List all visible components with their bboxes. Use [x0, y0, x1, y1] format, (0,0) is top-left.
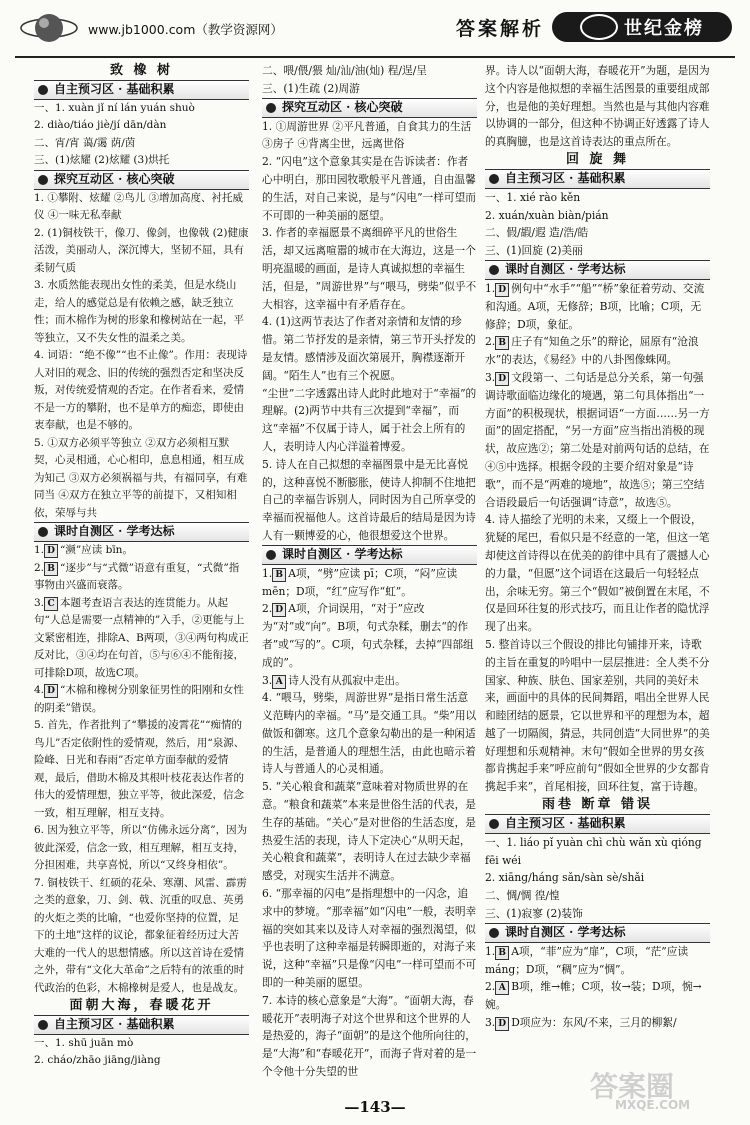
answer-paragraph: 一、1. shū juān mò [34, 1036, 134, 1049]
answer-explanation: “木棉和橡树分别象征男性的阳刚和女性的阴柔”错误。 [34, 684, 244, 714]
brand-name: 世纪金榜 [624, 18, 704, 39]
answer-choice-box: B [44, 562, 58, 576]
answer-item [34, 542, 249, 560]
answer-paragraph: 4. 诗人描绘了光明的未来，又缀上一个假设，犹疑的尾巴，看似只是不经意的一笔，但这一笔却使这首诗得以在优美的韵律中具有了震撼人心的力量，“但愿”这个词语在这最后一句轻轻点出，余味无穷。第三个“假如”被倒置在末尾，不仅是回环往复的形式技巧，而且让作者的隐忧浮现了出来。 [485, 513, 710, 634]
section-bullet-icon [38, 85, 48, 95]
answer-item [485, 333, 710, 369]
section-label: 课时自测区 · 学考达标 [282, 546, 403, 561]
answer-choice-box: B [495, 946, 509, 960]
answer-paragraph: 三、(1)回旋 (2)美丽 [485, 244, 583, 258]
section-header [262, 545, 477, 565]
watermark-logo: 答案圈 [590, 1070, 675, 1103]
section-label: 自主预习区 · 基础积累 [54, 81, 175, 96]
answer-paragraph: 二、惆/惆 徨/惶 [485, 889, 560, 903]
answer-paragraph: 一、1. liáo pǐ yuàn chì chù wǎn xù qióng fēi wéi [485, 835, 702, 867]
question-number: 3. [262, 673, 273, 687]
section-header [485, 169, 710, 189]
answer-item [262, 565, 477, 601]
question-number: 3. [485, 1016, 496, 1030]
answer-explanation: 文段第一、二句话是总分关系，第一句强调诗歌面临边缘化的境遇，第二句具体指出“一方面”的积极现状，根据词语“一方面……另一方面”的固定搭配，“另一方面”应当指出消极的现状，故应选②；第二处是对前两句话的总结，在④⑤中选择。根据令段的主要介绍对象是“诗歌”，而不是“两难的境地”，故选⑤；第三空结合语段最后一句话强调“诗意”，故选⑤。 [485, 370, 710, 509]
section-label: 探究互动区 · 核心突破 [54, 171, 175, 186]
answer-paragraph: 5. 首先，作者批判了“攀援的凌霄花”“痴情的鸟儿”否定依附性的爱情观，然后，用“泉源、险峰、日光和春雨”否定单方面奉献的爱情观，最后，借助木棉及其根叶枝花表达作者的伟大的爱情理想，独立平等，彼此深爱，信念一致，相互理解，相互支持。 [34, 719, 245, 819]
page-number: —143— [344, 1098, 406, 1116]
answer-explanation: A项，“菲”应为“扉”，C项，“茫”应读 máng；D项，“稠”应为“惆”。 [485, 944, 689, 976]
answer-paragraph: “尘世”二字透露出诗人此时此地对于“幸福”的理解。(2)两节中共有三次提到“幸福”，而这“幸福”不仅属于诗人，属于社会上所有的人，表明诗人内心洋溢着博爱。 [262, 386, 477, 453]
section-header [34, 522, 249, 542]
answer-paragraph: 4. “喂马，劈柴，周游世界”是指日常生活意义范畴内的幸福。“马”是交通工具。“柴”用以做饭和御寒。这几个意象勾勒出的是一种闲适的生活，是普通人的理想生活，由此也暗示着诗人与普通人的心灵相通。 [262, 691, 477, 776]
answer-paragraph: 界。诗人以“面朝大海，春暖花开”为题，是因为这个内容是他拟想的幸福生活图景的重要组成部分，也是他的美好理想。当然也是与其他内容难以协调的一部分，但这种不协调正好透露了诗人的真胸臆，也是这首诗表达的重点所在。 [485, 64, 710, 149]
section-label: 课时自测区 · 学考达标 [505, 924, 626, 939]
lesson-title: 致 橡 树 [109, 63, 174, 78]
answer-choice-box: D [495, 283, 509, 297]
question-number: 2. [262, 602, 273, 616]
answer-paragraph: 1. ①攀附、炫耀 ②鸟儿 ③增加高度、衬托威仪 ④一味无私奉献 [34, 191, 244, 221]
answer-explanation: “濒”应读 bīn。 [60, 544, 133, 556]
answer-paragraph: 1. ①周游世界 ②平凡普通，自食其力的生活 ③房子 ④背离尘世，远离世俗 [262, 119, 472, 151]
answer-explanation: 本题考查语言表达的连贯能力。从起句“人总是需要一点精神的”入手，②更能与上文紧密相连，排除A、B两项，③④两句构成正反对比，③④均在句首，⑤与⑥④不能衔接，可排除D项，故选C项。 [34, 596, 249, 679]
answer-paragraph: 2. diào/tiáo jiè/jí dān/dàn [34, 119, 167, 131]
section-label: 探究互动区 · 核心突破 [282, 99, 403, 114]
header-title: 答案解析 [456, 18, 545, 40]
answer-item [485, 280, 710, 333]
answer-choice-box: D [44, 544, 58, 558]
answer-paragraph: 5. 诗人在自己拟想的幸福图景中是无比喜悦的，这种喜悦不断膨胀，使诗人抑制不住地把自己的幸福告诉别人，同时因为自己所享受的幸福而祝福他人。这首诗最后的结局是因为诗人有一颗博爱的心，他很想爱这个世界。 [262, 457, 476, 542]
header-divider [15, 56, 735, 58]
answer-paragraph: 2. xiāng/háng sǎn/sàn sè/shǎi [485, 871, 645, 885]
question-number: 3. [485, 370, 496, 384]
answer-paragraph: 三、(1)生疏 (2)周游 [262, 81, 360, 95]
answer-item [485, 943, 710, 979]
answer-paragraph: 2. cháo/zhāo jiāng/jiàng [34, 1054, 161, 1066]
question-number: 4. [34, 684, 45, 696]
answer-paragraph: 5. ①双方必须平等独立 ②双方必须相互默契，心灵相通，心心相印，息息相通，相互成为知己 ③双方必须祸福与共，有福同享，有难同当 ④双方在独立平等的前提下，又相知相依，荣辱与共 [34, 436, 248, 519]
answer-item [34, 560, 249, 595]
answer-paragraph: 4. 词语：“绝不像”“也不止像”。作用：表现诗人对旧的观念、旧的传统的强烈否定和坚决反叛，对传统爱情观的否定。在作者看来，爱情不是一方的攀附，也不是单方的痴恋，即使由衷奉献，也是不够的。 [34, 349, 248, 431]
section-header [34, 170, 249, 190]
section-bullet-icon [38, 1020, 48, 1030]
question-number: 2. [485, 980, 496, 994]
globe-logo-icon [18, 8, 80, 48]
answer-item [34, 595, 249, 683]
question-number: 1. [262, 566, 273, 580]
answer-item [262, 600, 477, 671]
section-header [485, 814, 710, 834]
section-label: 自主预习区 · 基础积累 [54, 1016, 175, 1031]
answer-paragraph: 2. (1)铜枝铁干，像刀、像剑，也像戟 (2)健康活泼，美丽动人，深沉博大，坚韧不屈，具有柔韧气质 [34, 226, 249, 274]
answer-choice-box: D [495, 372, 509, 386]
answer-choice-box: A [272, 675, 286, 689]
question-number: 1. [485, 281, 496, 295]
section-bullet-icon [266, 550, 276, 560]
answer-paragraph: 4. (1)这两节表达了作者对亲情和友情的珍惜。第二节抒发的是亲情，第三节开头抒发的是友情。感情涉及面次第展开，胸襟逐渐开阔。“陌生人”也有三个祝愿。 [262, 315, 476, 382]
section-bullet-icon [489, 174, 499, 184]
section-label: 课时自测区 · 学考达标 [54, 524, 175, 539]
answer-paragraph: 7. 本诗的核心意象是“大海”。“面朝大海，春暖花开”表明海子对这个世界和这个世界的人是热爱的，海子“面朝”的是这个他所向往的，是“大海”和“春暖花开”，而海子背对着的是一个令他十分失望的世 [262, 993, 477, 1079]
brand-emblem-icon [580, 14, 618, 40]
answer-paragraph: 6. 因为独立平等，所以“仿佛永远分离”，因为彼此深爱，信念一致，相互理解，相互支持，分担困难，共享喜悦，所以“又终身相依”。 [34, 824, 248, 871]
answer-explanation: 庄子有“知鱼之乐”的辩论，屈原有“沧浪水”的表达，《易经》中的八卦图像蛛网。 [485, 335, 699, 367]
answer-explanation: 诗人没有从孤寂中走出。 [288, 673, 406, 687]
question-number: 2. [34, 561, 45, 574]
answer-choice-box: D [495, 1017, 509, 1031]
answer-item [262, 672, 477, 690]
answer-explanation: A项，“劈”应读 pī；C项，“闷”应读 mēn；D项，“红”应写作“虹”。 [262, 566, 458, 598]
section-bullet-icon [489, 819, 499, 829]
answer-paragraph: 3. 作者的幸福愿景不离细碎平凡的世俗生活，却又远离喧嚣的城市在大海边，这是一个明亮温暖的画面，是诗人真诚拟想的幸福生活，但是，“周游世界”与“喂马，劈柴”似乎不大相容，这幸福中有矛盾存在。 [262, 226, 477, 311]
lesson-title: 面朝大海，春暖花开 [69, 998, 214, 1013]
answer-choice-box: D [272, 603, 286, 617]
answer-column-1 [34, 62, 249, 1070]
section-bullet-icon [38, 527, 48, 537]
answer-item [34, 682, 249, 717]
answer-paragraph: 二、假/嘏/遐 造/浩/皓 [485, 226, 589, 240]
answer-explanation: “逐步”与“式微”语意有重复，“式微”指事物由兴盛而衰落。 [34, 561, 240, 591]
section-header [34, 1015, 249, 1035]
answer-choice-box: D [44, 684, 58, 698]
answer-explanation: D项应为：东风/不来，三月的柳絮/ [511, 1016, 677, 1030]
answer-choice-box: A [495, 981, 509, 995]
question-number: 1. [34, 544, 45, 556]
lesson-title: 雨巷 断章 错误 [541, 797, 654, 813]
answer-paragraph: 5. 整首诗以三个假设的排比句铺排开来，诗歌的主旨在重复的吟唱中一层层推进：全人类不分国家、种族、肤色、国家差别，共同的美好未来，画面中的具体的民间舞蹈，唱出全世界人民和睦团结的愿景，它以世界和平的理想为本，超越了一切隔阂，猜忌，共同创造“大同世界”的美好理想和乐观精神。末句“假如全世界的男女孩都肯携起手来”呼应前句“假如全世界的少女都肯携起手来”，首尾相接，回环往复，富于诗趣。 [485, 637, 710, 794]
answer-paragraph: 三、(1)炫耀 (2)炫耀 (3)烘托 [34, 154, 170, 166]
answer-choice-box: B [272, 568, 286, 582]
question-number: 2. [485, 335, 496, 349]
section-header [485, 923, 710, 943]
question-number: 1. [485, 944, 496, 958]
section-label: 课时自测区 · 学考达标 [505, 262, 626, 277]
answer-item [485, 978, 710, 1014]
question-number: 3. [34, 596, 45, 609]
answer-paragraph: 7. 铜枝铁干、红硕的花朵、寒潮、风雷、霹雳之类的意象，刀、剑、戟、沉重的叹息、英勇的火炬之类的比喻，“也爱你坚持的位置，足下的土地”这样的议论，都象征着经历过大苦大难的一代人的思想情感。所以这首诗在爱情之外，带有“文化大革命”之后特有的浓重的时代政治的色彩，木棉橡树是爱人，也是战友。 [34, 876, 247, 994]
answer-paragraph: 2. “闪电”这个意象其实是在告诉读者：作者心中明白，那田园牧歌般平凡普通，自由温馨的生活，对自己来说，是与“闪电”一样可望而不可即的一种美丽的愿望。 [262, 155, 476, 222]
section-bullet-icon [489, 265, 499, 275]
section-bullet-icon [489, 928, 499, 938]
answer-explanation: B项，维→帷；C项，妆→装；D项，惋→婉。 [485, 980, 702, 1012]
answer-choice-box: C [44, 597, 58, 611]
answer-paragraph: 一、1. xié rào kěn [485, 190, 581, 204]
answer-column-3 [485, 62, 710, 1032]
answer-item [485, 369, 710, 511]
section-bullet-icon [266, 103, 276, 113]
watermark-url: MXQE.COM [615, 1098, 691, 1112]
answer-paragraph: 2. xuán/xuàn biàn/pián [485, 208, 609, 222]
answer-paragraph: 二、喂/偎/猥 灿/汕/油(灿) 程/逞/呈 [262, 64, 427, 77]
section-header [262, 98, 477, 118]
answer-paragraph: 5. “关心粮食和蔬菜”意味着对物质世界的在意。“粮食和蔬菜”本来是世俗生活的代表，是生存的基础。“关心”是对世俗的生活态度，是热爱生活的表现，诗人下定决心“从明天起，关心粮食和蔬菜”，表明诗人在过去缺少幸福感受，对现实生活并不满意。 [262, 780, 476, 883]
brand-logo [552, 12, 732, 42]
site-url: www.jb1000.com（教学资源网） [88, 22, 283, 37]
section-header [485, 260, 710, 280]
answer-item [485, 1014, 710, 1032]
answer-column-2 [262, 62, 477, 1081]
answer-paragraph: 3. 水质然能表现出女性的柔美，但是水绕山走，给人的感觉总是有依赖之感，缺乏独立性；而木棉作为树的形象和橡树站在一起，平等独立，又不失女性的温柔之美。 [34, 279, 244, 344]
answer-paragraph: 三、(1)寂寥 (2)装饰 [485, 907, 583, 921]
answer-choice-box: B [495, 336, 509, 350]
answer-explanation: A项，介词误用，“对于”应改为“对”或“向”。B项，句式杂糅，删去“的作者”或“写的”。C项，句式杂糅，去掉“四部组成的”。 [262, 602, 474, 669]
section-label: 自主预习区 · 基础积累 [505, 170, 626, 185]
section-header [34, 80, 249, 100]
answer-paragraph: 一、1. xuàn jǐ ní lán yuán shuò [34, 101, 195, 114]
answer-paragraph: 6. “那幸福的闪电”是指理想中的一闪念，追求中的梦境。“那幸福”如“闪电”一般，表明幸福的突如其来以及诗人对幸福的强烈渴望，似乎也表明了这种幸福是转瞬即逝的，对海子来说，这种“幸福”只是像“闪电”一样可望而不可即的一种美丽的愿望。 [262, 887, 477, 990]
answer-explanation: 例句中“水手”“船”“桥”象征着劳动、交流和沟通。A项，无修辞；B项，比喻；C项，无修辞；D项，象征。 [485, 281, 705, 331]
answer-paragraph: 二、宵/宵 蔼/霭 荫/茵 [34, 136, 136, 149]
section-label: 自主预习区 · 基础积累 [505, 815, 626, 830]
lesson-title: 回 旋 舞 [565, 151, 630, 167]
page-header [0, 0, 750, 58]
section-bullet-icon [38, 175, 48, 185]
